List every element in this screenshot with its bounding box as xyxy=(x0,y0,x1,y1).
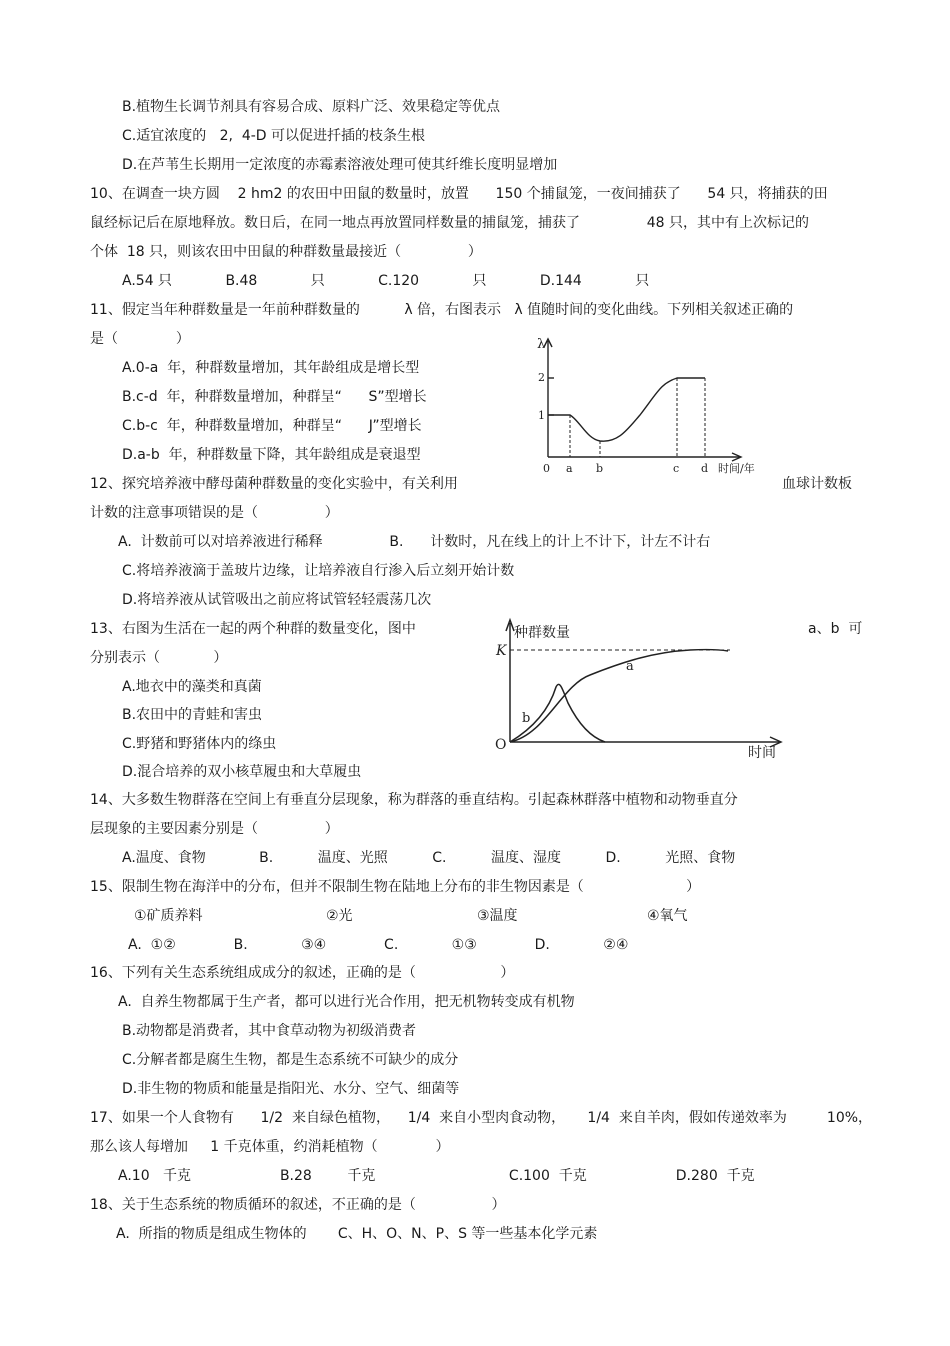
question-15-line: 15、限制生物在海洋中的分布，但并不限制生物在陆地上分布的非生物因素是（ ） xyxy=(90,879,701,895)
tick-label-y: 1 xyxy=(538,409,545,422)
tick-label-x: d xyxy=(701,462,709,475)
text-line: C.分解者都是腐生生物，都是生态系统不可缺少的成分 xyxy=(122,1052,459,1068)
population-curve-figure xyxy=(490,615,790,760)
text-line: ①矿质养料 xyxy=(134,908,203,924)
text-line: B.农田中的青蛙和害虫 xyxy=(122,707,263,723)
axis-label-y: 种群数量 xyxy=(514,625,570,641)
text-line: C.野猪和野猪体内的绦虫 xyxy=(122,736,277,752)
tick-label-x: c xyxy=(673,462,680,475)
text-line: A. 自养生物都属于生产者，都可以进行光合作用，把无机物转变成有机物 xyxy=(118,994,575,1010)
text-line: A.地衣中的藻类和真菌 xyxy=(122,679,262,695)
curve-a-label: a xyxy=(626,659,634,674)
text-line: D.非生物的物质和能量是指阳光、水分、空气、细菌等 xyxy=(122,1081,460,1097)
text-line: 鼠经标记后在原地释放。数日后，在同一地点再放置同样数量的捕鼠笼，捕获了 48 只，其中有上次标记的 xyxy=(90,215,810,231)
text-line: 个体 18 只，则该农田中田鼠的种群数量最接近（ ） xyxy=(90,244,482,260)
answer-options: A.54 只 B.48 只 C.120 只 D.144 只 xyxy=(122,273,650,289)
axis-label-x: 时间/年 xyxy=(718,462,755,475)
text-line: A.0-a 年，种群数量增加，其年龄组成是增长型 xyxy=(122,360,420,376)
tick-label-x: a xyxy=(566,462,573,475)
text-line: a、b 可 xyxy=(808,621,863,637)
answer-options: A.10 千克 B.28 千克 C.100 千克 D.280 千克 xyxy=(118,1168,755,1184)
axis-label-x: 时间 xyxy=(748,745,776,761)
text-line: ③温度 xyxy=(477,908,518,924)
text-line: 分别表示（ ） xyxy=(90,650,228,666)
question-18-line: 18、关于生态系统的物质循环的叙述，不正确的是（ ） xyxy=(90,1197,506,1213)
text-line: C.将培养液滴于盖玻片边缘，让培养液自行渗入后立刻开始计数 xyxy=(122,563,515,579)
text-line: 血球计数板 xyxy=(782,476,852,492)
answer-options: A.温度、食物 B. 温度、光照 C. 温度、湿度 D. 光照、食物 xyxy=(122,850,736,866)
question-16-line: 16、下列有关生态系统组成成分的叙述，正确的是（ ） xyxy=(90,965,515,981)
answer-options: A. ①② B. ③④ C. ①③ D. ②④ xyxy=(128,937,629,953)
text-line: D.将培养液从试管吸出之前应将试管轻轻震荡几次 xyxy=(122,592,432,608)
text-line: B.植物生长调节剂具有容易合成、原料广泛、效果稳定等优点 xyxy=(122,99,501,115)
lambda-curve-figure xyxy=(525,335,775,480)
text-line: 是（ ） xyxy=(90,331,190,347)
text-line: B.动物都是消费者，其中食草动物为初级消费者 xyxy=(122,1023,417,1039)
text-line: D.混合培养的双小核草履虫和大草履虫 xyxy=(122,764,362,780)
text-line: 层现象的主要因素分别是（ ） xyxy=(90,821,339,837)
question-13-line: 13、右图为生活在一起的两个种群的数量变化，图中 xyxy=(90,621,416,637)
question-11-line: 11、假定当年种群数量是一年前种群数量的 λ 倍，右图表示 λ 值随时间的变化曲线。下列相关叙述正确的 xyxy=(90,302,794,318)
text-line: A. 所指的物质是组成生物体的 C、H、O、N、P、S 等一些基本化学元素 xyxy=(116,1226,598,1242)
curve-b-label: b xyxy=(522,711,531,726)
text-line: D.a-b 年，种群数量下降，其年龄组成是衰退型 xyxy=(122,447,421,463)
text-line: C.b-c 年，种群数量增加，种群呈“ J”型增长 xyxy=(122,418,422,434)
question-10-line: 10、在调查一块方圆 2 hm2 的农田中田鼠的数量时，放置 150 个捕鼠笼，一夜间捕获了 54 只，将捕获的田 xyxy=(90,186,828,202)
text-line: D.在芦苇生长期用一定浓度的赤霉素溶液处理可使其纤维长度明显增加 xyxy=(122,157,558,173)
tick-label-x: b xyxy=(596,462,604,475)
text-line: 计数的注意事项错误的是（ ） xyxy=(90,505,339,521)
question-17-line: 17、如果一个人食物有 1/2 来自绿色植物， 1/4 来自小型肉食动物， 1/4 来自羊肉，假如传递效率为 10%， xyxy=(90,1110,873,1126)
text-line: ②光 xyxy=(326,908,353,924)
k-label: K xyxy=(496,643,507,659)
question-14-line: 14、大多数生物群落在空间上有垂直分层现象，称为群落的垂直结构。引起森林群落中植物和动物垂直分 xyxy=(90,792,738,808)
tick-label-y: 2 xyxy=(538,371,545,384)
origin-label: 0 xyxy=(543,462,550,475)
question-12-line: 12、探究培养液中酵母菌种群数量的变化实验中，有关利用 xyxy=(90,476,458,492)
text-line: A. 计数前可以对培养液进行稀释 B. 计数时，凡在线上的计上不计下，计左不计右 xyxy=(118,534,711,550)
axis-label-y: λ xyxy=(537,337,546,352)
text-line: ④氧气 xyxy=(647,908,688,924)
text-line: 那么该人每增加 1 千克体重，约消耗植物（ ） xyxy=(90,1139,450,1155)
text-line: C.适宜浓度的 2, 4-D 可以促进扦插的枝条生根 xyxy=(122,128,426,144)
text-line: B.c-d 年，种群数量增加，种群呈“ S”型增长 xyxy=(122,389,427,405)
origin-label: O xyxy=(495,737,507,753)
